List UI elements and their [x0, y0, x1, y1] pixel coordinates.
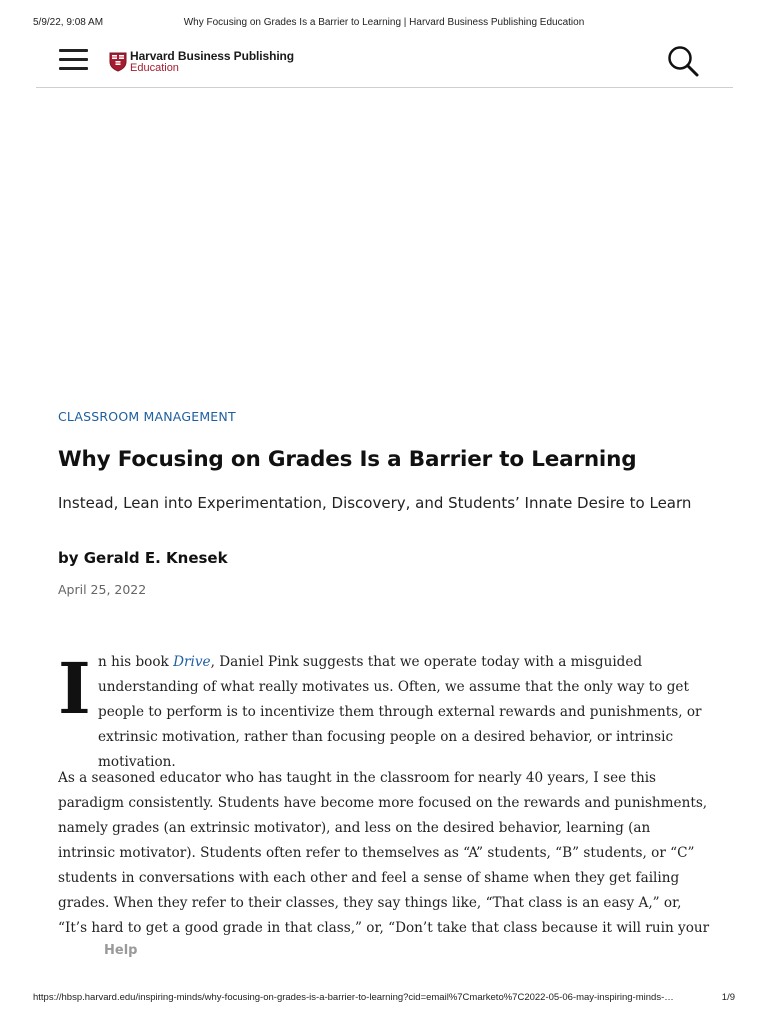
drop-cap: I	[58, 647, 91, 730]
site-header	[36, 40, 733, 88]
harvard-shield-icon	[109, 52, 127, 72]
article-paragraph-2: As a seasoned educator who has taught in the classroom for nearly 40 years, I see this paradigm consistently. Students have become more focused on the rewards and punishments, namely grades (an extrinsic motivator), and less on the desired behavior, learning (an intrinsic motivator). Students often refer to themselves as “A” students, “B” students, or “C” students in conversations with each other and feel a sense of shame when they get failing grades. When they refer to their classes, they say things like, “That class is an easy A,” or, “It’s hard to get a good grade in that class,” or, “Don’t take that class because it will ruin your	[58, 770, 710, 936]
logo-name: Harvard Business Publishing	[130, 49, 295, 63]
paragraph-text: n his book	[98, 654, 174, 670]
logo-subname: Education	[130, 62, 179, 74]
category-link[interactable]: CLASSROOM MANAGEMENT	[58, 409, 236, 424]
search-icon[interactable]	[666, 44, 700, 78]
print-header	[0, 17, 768, 31]
hamburger-menu-icon[interactable]	[59, 47, 89, 71]
article-byline: by Gerald E. Knesek	[58, 549, 228, 567]
drive-book-link[interactable]: Drive	[173, 654, 211, 670]
publish-date: April 25, 2022	[58, 582, 147, 597]
print-datetime: 5/9/22, 9:08 AM	[33, 17, 104, 28]
paragraph-text: , Daniel Pink suggests that we operate today with a misguided understanding of what really motivates us. Often, we assume that the only way to get people to perform is to incentivize them through external rewards and punishments, or extrinsic motivation, rather than focusing people on a desired behavior, or intrinsic motivation.	[98, 654, 702, 770]
article-title: Why Focusing on Grades Is a Barrier to Learning	[58, 447, 637, 472]
article-paragraph-1	[98, 650, 710, 775]
article-subtitle: Instead, Lean into Experimentation, Discovery, and Students’ Innate Desire to Learn	[58, 494, 692, 512]
print-page-number: 1/9	[721, 992, 735, 1003]
print-page-title: Why Focusing on Grades Is a Barrier to Learning | Harvard Business Publishing Education	[183, 17, 585, 28]
print-url: https://hbsp.harvard.edu/inspiring-minds/why-focusing-on-grades-is-a-barrier-to-learning?cid=email%7Cmarketo%7C2022-05-06-may-inspiring-minds-…	[33, 992, 674, 1003]
help-button[interactable]: Help	[104, 943, 138, 958]
print-footer	[0, 992, 768, 1006]
